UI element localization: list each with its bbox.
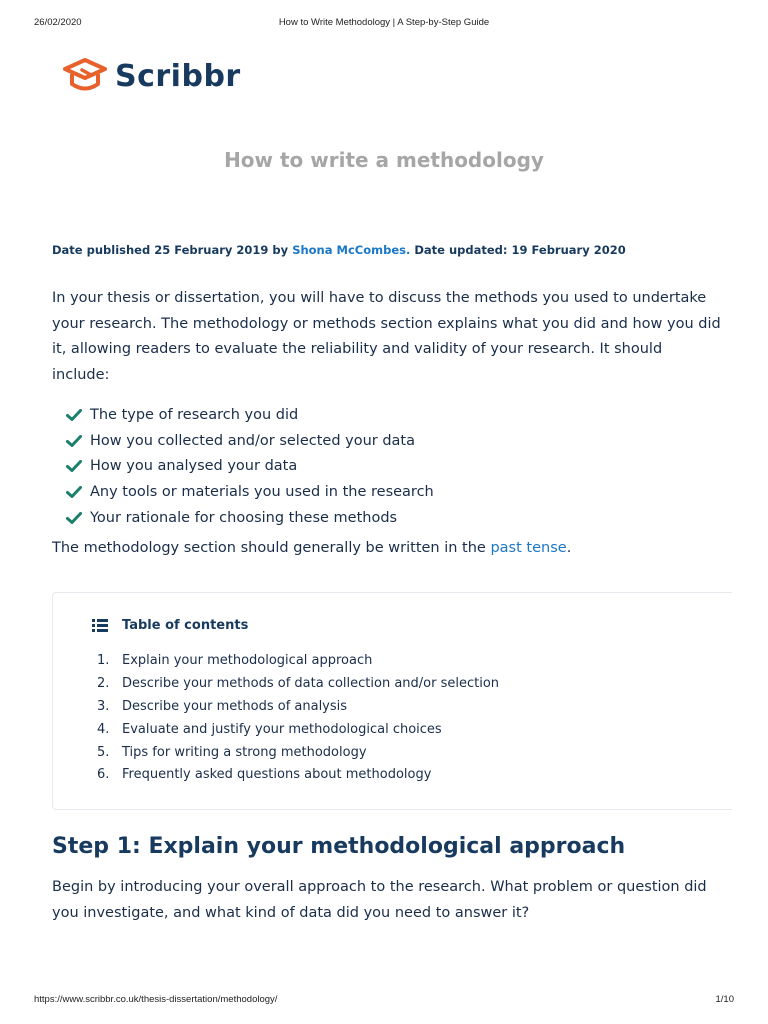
toc-item-number: 3. — [97, 698, 110, 714]
checklist-item-label: How you analysed your data — [90, 458, 298, 475]
requirements-checklist — [66, 402, 434, 531]
check-icon — [66, 512, 82, 524]
toc-header — [92, 618, 248, 633]
past-tense-link[interactable]: past tense — [490, 540, 567, 556]
check-icon — [66, 460, 82, 472]
tense-text: The methodology section should generally be written in the — [52, 540, 486, 556]
toc-item[interactable] — [97, 741, 499, 764]
table-of-contents — [52, 592, 732, 810]
published-date: Date published 25 February 2019 by — [52, 243, 289, 257]
check-icon — [66, 435, 82, 447]
toc-item-link[interactable]: Describe your methods of data collection and/or selection — [122, 675, 500, 691]
graduation-cap-icon — [61, 56, 109, 96]
article-meta — [52, 243, 626, 257]
toc-item-link[interactable]: Frequently asked questions about methodology — [122, 767, 432, 783]
checklist-item-label: The type of research you did — [90, 406, 299, 423]
step1-paragraph: Begin by introducing your overall approach to the research. What problem or question did you investigate, and what kind of data did you need to answer it? — [52, 879, 707, 921]
list-icon — [92, 619, 108, 632]
print-footer — [0, 994, 768, 1008]
toc-list — [97, 649, 499, 786]
check-icon — [66, 409, 82, 421]
logo-wordmark: Scribbr — [115, 58, 241, 94]
checklist-item-label: How you collected and/or selected your data — [90, 432, 416, 449]
toc-item[interactable] — [97, 695, 499, 718]
toc-item-link[interactable]: Tips for writing a strong methodology — [122, 744, 367, 760]
author-link[interactable]: Shona McCombes. — [292, 243, 411, 257]
tense-sentence — [52, 540, 571, 556]
toc-item-link[interactable]: Explain your methodological approach — [122, 652, 373, 668]
toc-item-number: 5. — [97, 744, 110, 760]
toc-item[interactable] — [97, 649, 499, 672]
check-icon — [66, 486, 82, 498]
checklist-item — [66, 402, 434, 428]
toc-item-link[interactable]: Evaluate and justify your methodological choices — [122, 721, 442, 737]
print-url: https://www.scribbr.co.uk/thesis-dissertation/methodology/ — [34, 994, 278, 1005]
checklist-item — [66, 428, 434, 454]
step1-heading: Step 1: Explain your methodological approach — [52, 834, 626, 859]
checklist-item-label: Any tools or materials you used in the research — [90, 484, 434, 501]
print-date: 26/02/2020 — [34, 17, 82, 28]
page-number: 1/10 — [715, 994, 734, 1005]
checklist-item — [66, 505, 434, 531]
updated-date: Date updated: 19 February 2020 — [414, 243, 626, 257]
toc-item-link[interactable]: Describe your methods of analysis — [122, 698, 348, 714]
checklist-item — [66, 454, 434, 480]
checklist-item-label: Your rationale for choosing these methods — [90, 510, 398, 527]
toc-title: Table of contents — [122, 618, 249, 633]
toc-item-number: 6. — [97, 767, 110, 783]
toc-item-number: 4. — [97, 721, 110, 737]
intro-paragraph: In your thesis or dissertation, you will have to discuss the methods you used to undertake your research. The methodology or methods section explains what you did and how you did it, allowing readers to evaluate the reliability and validity of your research. It should include: — [52, 290, 721, 384]
toc-item[interactable] — [97, 718, 499, 741]
checklist-item — [66, 479, 434, 505]
scribbr-logo[interactable] — [61, 56, 241, 96]
toc-item[interactable] — [97, 763, 499, 786]
tense-period: . — [566, 540, 572, 556]
toc-item-number: 1. — [97, 652, 110, 668]
toc-item-number: 2. — [97, 675, 110, 691]
print-page-title: How to Write Methodology | A Step-by-Step Guide — [278, 17, 490, 28]
print-header — [0, 17, 768, 31]
toc-item[interactable] — [97, 672, 499, 695]
page-title: How to write a methodology — [224, 148, 544, 172]
